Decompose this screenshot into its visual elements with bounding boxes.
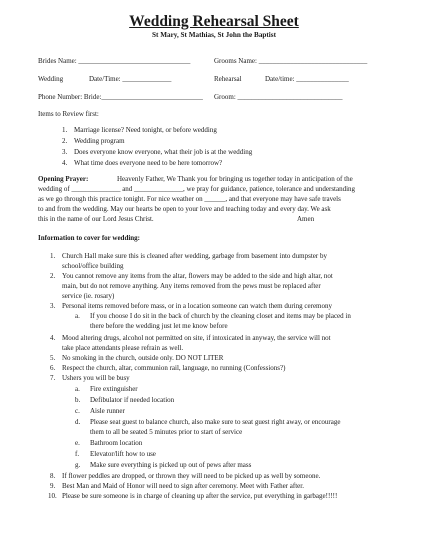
info-item-number: 9.: [50, 482, 56, 490]
info-item-line: Mood altering drugs, alcohol not permitted on site, if intoxicated in anyway, the service will not: [62, 334, 331, 342]
info-item-line: You cannot remove any items from the altar, flowers may be added to the side and high altar, not: [62, 272, 333, 280]
list-item: 1. Marriage license? Need tonight, or before wedding: [62, 126, 217, 134]
info-item-line: If flower peddles are dropped, or thrown they will need to be picked up as well by someone.: [62, 472, 321, 480]
prayer-line: wedding of ______________ and ______________, we pray for guidance, patience, tolerance and understanding: [38, 185, 356, 193]
info-subitem-letter: a.: [75, 312, 80, 320]
prayer-label: Opening Prayer:: [38, 175, 89, 183]
info-subitem-line: If you choose I do sit in the back of church by the cleaning closet and items may be placed in: [90, 312, 351, 320]
info-item-number: 7.: [50, 374, 56, 382]
info-subitem-line: Defibulator if needed location: [90, 396, 175, 404]
info-item-line: Please be sure someone is in charge of cleaning up after the service, put everything in garbage!!!!!: [62, 492, 338, 500]
page-subtitle: St Mary, St Mathias, St John the Baptist: [152, 31, 276, 39]
info-item-number: 1.: [50, 252, 56, 260]
info-subitem-line: them to all be seated 5 minutes prior to start of service: [90, 428, 243, 436]
info-item-number: 10.: [48, 492, 57, 500]
prayer-line: as we go through this practice tonight. For nice weather on ______, and that everyone may have safe travels: [38, 195, 341, 203]
list-item: 4. What time does everyone need to be here tomorrow?: [62, 159, 223, 167]
rehearsal-label: Rehearsal: [214, 75, 242, 83]
info-item-line: Ushers you will be busy: [62, 374, 130, 382]
info-item-line: take place attendants please refrain as well.: [62, 344, 184, 352]
prayer-line: this in the name of our Lord Jesus Christ.: [38, 215, 154, 223]
list-item: 2. Wedding program: [62, 137, 125, 145]
grooms-name-field: Grooms Name: _______________________________: [214, 57, 368, 65]
phone-bride-field: Phone Number: Bride:_____________________________: [38, 93, 203, 101]
info-subitem-letter: a.: [75, 385, 80, 393]
info-subitem-letter: g.: [75, 461, 81, 469]
info-item-line: Personal items removed before mass, or in a location someone can watch them during ceremony: [62, 302, 332, 310]
info-subitem-line: Elevator/lift how to use: [90, 450, 156, 458]
wedding-label: Wedding: [38, 75, 64, 83]
info-item-number: 3.: [50, 302, 56, 310]
info-subitem-line: Aisle runner: [90, 407, 125, 415]
info-item-line: school/office building: [62, 262, 124, 270]
wedding-datetime-field: Date/Time: ______________: [89, 75, 172, 83]
info-item-number: 4.: [50, 334, 56, 342]
list-item: 3. Does everyone know everyone, what their job is at the wedding: [62, 148, 253, 156]
info-item-line: Respect the church, altar, communion rail, language, no running (Confessions?): [62, 364, 286, 372]
info-item-line: main, but do not remove anything. Any items removed from the pews must be replaced after: [62, 282, 321, 290]
info-subitem-letter: b.: [75, 396, 81, 404]
prayer-line: to and from the wedding. May our hearts be open to your love and teaching today and every day. We ask: [38, 205, 331, 213]
info-item-number: 6.: [50, 364, 56, 372]
info-subitem-line: there before the wedding just let me know before: [90, 322, 228, 330]
page-title: Wedding Rehearsal Sheet: [129, 13, 299, 30]
review-heading: Items to Review first:: [38, 110, 99, 118]
info-subitem-letter: f.: [75, 450, 80, 458]
info-item-line: service (ie. rosary): [62, 292, 115, 300]
info-subitem-line: Fire extinguisher: [90, 385, 138, 393]
info-item-line: Best Man and Maid of Honor will need to sign after ceremony. Meet with Father after.: [62, 482, 304, 490]
info-item-number: 5.: [50, 354, 56, 362]
info-subitem-line: Make sure everything is picked up out of pews after mass: [90, 461, 252, 469]
prayer-line: Heavenly Father, We Thank you for bringing us together today in anticipation of the: [117, 175, 353, 183]
info-subitem-letter: e.: [75, 439, 80, 447]
info-subitem-line: Bathroom location: [90, 439, 143, 447]
info-subitem-letter: d.: [75, 418, 81, 426]
info-item-number: 8.: [50, 472, 56, 480]
info-item-line: No smoking in the church, outside only. DO NOT LITER: [62, 354, 224, 362]
info-subitem-line: Please seat guest to balance church, also make sure to seat guest right away, or encourage: [90, 418, 341, 426]
rehearsal-datetime-field: Date/time: _______________: [265, 75, 349, 83]
info-item-line: Church Hall make sure this is cleaned after wedding, garbage from basement into dumpster by: [62, 252, 327, 260]
prayer-amen: Amen: [297, 215, 315, 223]
brides-name-field: Brides Name: ________________________________: [38, 57, 191, 65]
info-heading: Information to cover for wedding:: [38, 234, 141, 242]
info-subitem-letter: c.: [75, 407, 80, 415]
phone-groom-field: Groom: ______________________________: [214, 93, 343, 101]
info-item-number: 2.: [50, 272, 56, 280]
